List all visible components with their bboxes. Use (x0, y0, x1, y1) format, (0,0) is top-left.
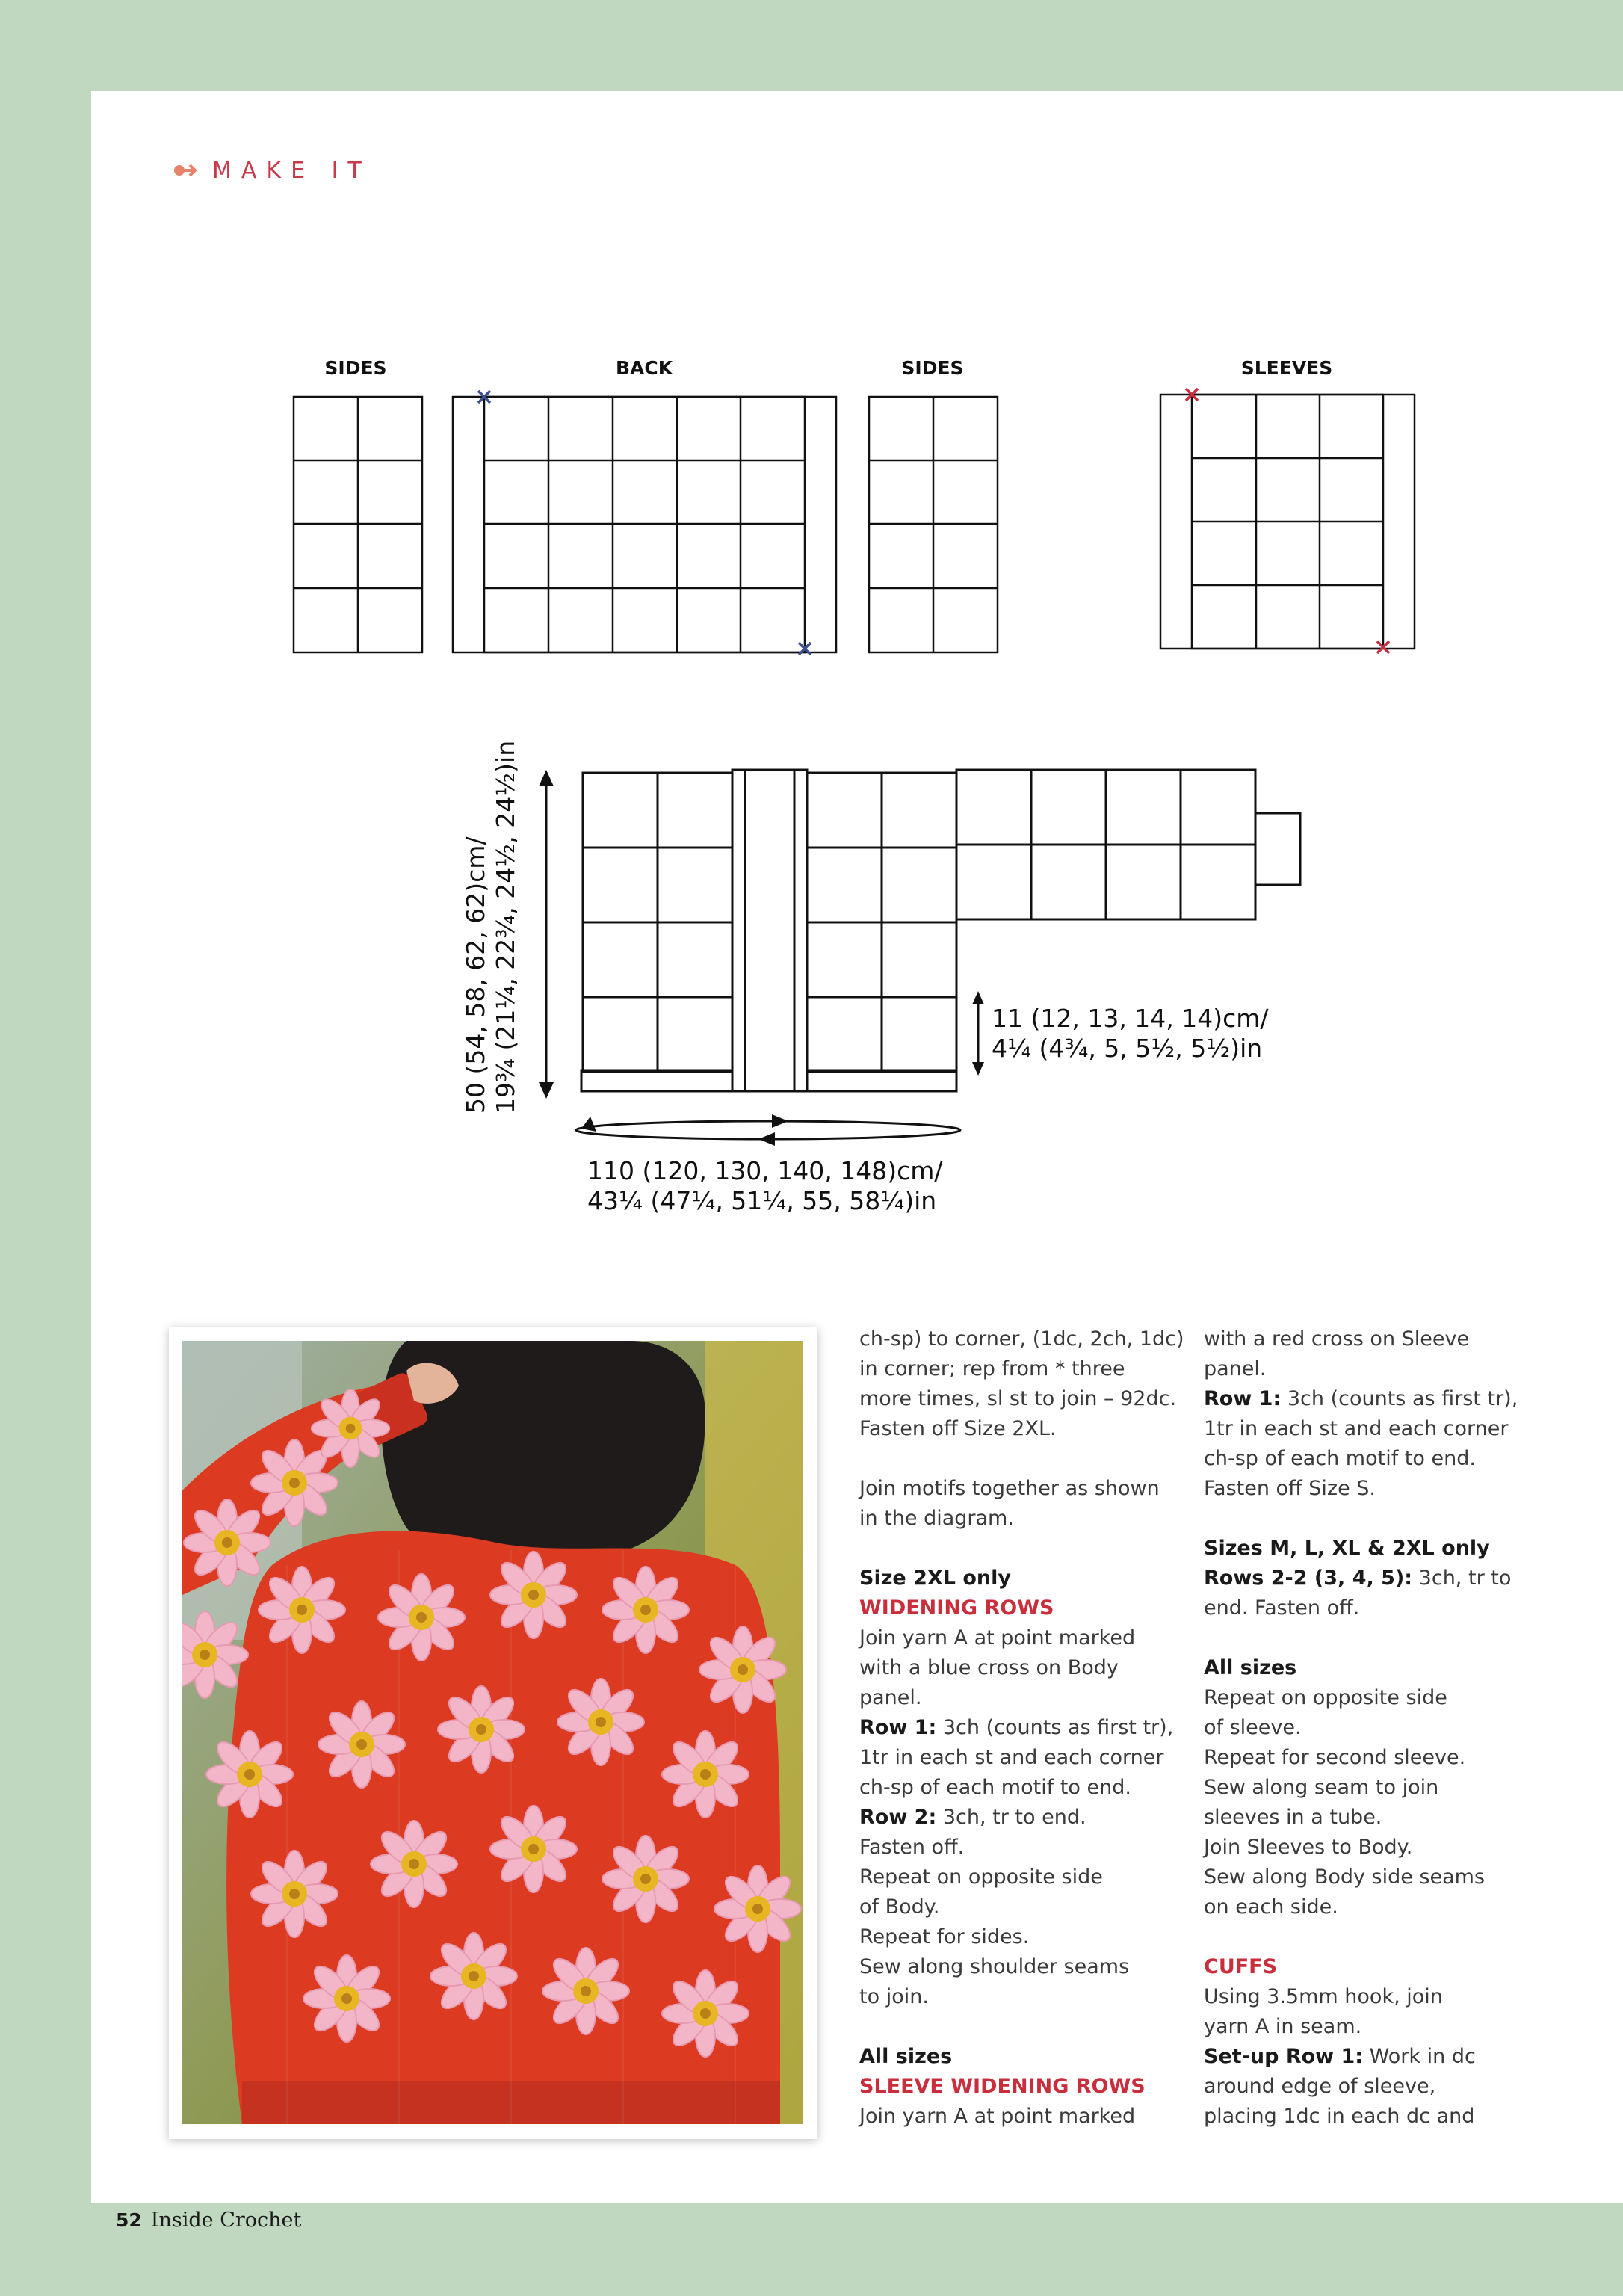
title-back: BACK (615, 357, 673, 379)
text-line: of sleeve. (1204, 1716, 1302, 1739)
title-sides-left: SIDES (324, 357, 387, 379)
width-dim-in: 43¼ (47¼, 51¼, 55, 58¼)in (587, 1186, 937, 1215)
text-line: Join Sleeves to Body. (1204, 1836, 1413, 1859)
sides-left-panel (294, 397, 422, 652)
subheading: Size 2XL only (859, 1567, 1011, 1590)
text-line: placing 1dc in each dc and (1204, 2105, 1475, 2128)
text-line: sleeves in a tube. (1204, 1806, 1382, 1829)
section-heading: SLEEVE WIDENING ROWS (859, 2075, 1146, 2098)
subheading: All sizes (1204, 1656, 1297, 1679)
text-line: Repeat for sides. (859, 1925, 1030, 1948)
text-line: Sew along seam to join (1204, 1776, 1439, 1799)
text-line: 3ch (counts as first tr), (936, 1716, 1174, 1739)
text-line: Join yarn A at point marked (859, 2105, 1136, 2128)
subheading: Sizes M, L, XL & 2XL only (1204, 1537, 1490, 1560)
text-line: panel. (859, 1686, 922, 1709)
text-line: Sew along shoulder seams (859, 1955, 1130, 1978)
text-line: 3ch, tr to end. (936, 1806, 1086, 1829)
text-line: Fasten off Size S. (1204, 1477, 1376, 1500)
text-line: Join motifs together as shown (859, 1477, 1160, 1500)
text-line: 3ch (counts as first tr), (1281, 1387, 1518, 1410)
title-sides-right: SIDES (901, 357, 964, 379)
row-2-line (859, 1803, 1181, 1833)
magazine-name: Inside Crochet (150, 2209, 302, 2232)
text-line: 1tr in each st and each corner (859, 1746, 1164, 1769)
sleeves-panel (1160, 395, 1415, 649)
text-line: in corner; rep from * three (859, 1357, 1125, 1380)
back-panel (453, 397, 836, 652)
text-line: of Body. (859, 1895, 940, 1919)
text-line: Sew along Body side seams (1204, 1866, 1486, 1889)
instructions-column-2 (1204, 1324, 1525, 2161)
setup-row-line (1204, 2042, 1525, 2072)
row-label: Row 2: (859, 1806, 937, 1829)
header-label: MAKE IT (212, 157, 371, 184)
text-line: around edge of sleeve, (1204, 2075, 1436, 2098)
cardigan-photo (182, 1341, 803, 2124)
section-heading: WIDENING ROWS (859, 1596, 1054, 1620)
cuff-dim-in: 4¼ (4¾, 5, 5½, 5½)in (992, 1034, 1263, 1063)
rows-line (1204, 1564, 1525, 1593)
width-dim-cm: 110 (120, 130, 140, 148)cm/ (587, 1156, 943, 1185)
text-line: yarn A in seam. (1204, 2015, 1362, 2038)
row-label: Rows 2-2 (3, 4, 5): (1204, 1567, 1413, 1590)
row-label: Row 1: (859, 1716, 937, 1739)
section-heading: CUFFS (1204, 1955, 1278, 1978)
height-dim-in: 19¾ (21¼, 22¾, 24½, 24½)in (491, 740, 520, 1114)
text-line: Fasten off. (859, 1836, 965, 1859)
row-1-line (859, 1713, 1181, 1743)
cuff-dim-cm: 11 (12, 13, 14, 14)cm/ (992, 1004, 1269, 1033)
text-line: on each side. (1204, 1895, 1338, 1919)
text-line: Fasten off Size 2XL. (859, 1417, 1057, 1440)
text-line: Repeat on opposite side (1204, 1686, 1447, 1709)
text-line: panel. (1204, 1357, 1267, 1380)
text-line: ch-sp of each motif to end. (1204, 1447, 1476, 1470)
assembled-diagram (546, 770, 1300, 1139)
row-1-line (1204, 1384, 1525, 1414)
text-line: Using 3.5mm hook, join (1204, 1985, 1443, 2008)
text-line: 1tr in each st and each corner (1204, 1417, 1509, 1440)
text-line: end. Fasten off. (1204, 1596, 1360, 1620)
text-line: 3ch, tr to (1412, 1567, 1512, 1590)
height-dim-cm: 50 (54, 58, 62, 62)cm/ (461, 836, 490, 1114)
text-line: ch-sp) to corner, (1dc, 2ch, 1dc) (859, 1327, 1184, 1351)
title-sleeves: SLEEVES (1240, 357, 1333, 379)
text-line: Join yarn A at point marked (859, 1626, 1136, 1650)
page-footer (116, 2209, 301, 2232)
page-number: 52 (116, 2209, 142, 2231)
text-line: Repeat on opposite side (859, 1866, 1103, 1889)
text-line: ch-sp of each motif to end. (859, 1776, 1131, 1799)
text-line: Repeat for second sleeve. (1204, 1746, 1466, 1769)
sides-right-panel (869, 397, 998, 652)
text-line: with a red cross on Sleeve (1204, 1327, 1470, 1351)
text-line: more times, sl st to join – 92dc. (859, 1387, 1177, 1410)
text-line: Work in dc (1363, 2045, 1476, 2068)
row-label: Set-up Row 1: (1204, 2045, 1364, 2068)
text-line: to join. (859, 1985, 929, 2008)
row-label: Row 1: (1204, 1387, 1282, 1410)
text-line: with a blue cross on Body (859, 1656, 1119, 1679)
instructions-column-1 (859, 1324, 1184, 2161)
subheading: All sizes (859, 2045, 953, 2068)
photo-frame (169, 1327, 817, 2139)
text-line: in the diagram. (859, 1507, 1014, 1530)
